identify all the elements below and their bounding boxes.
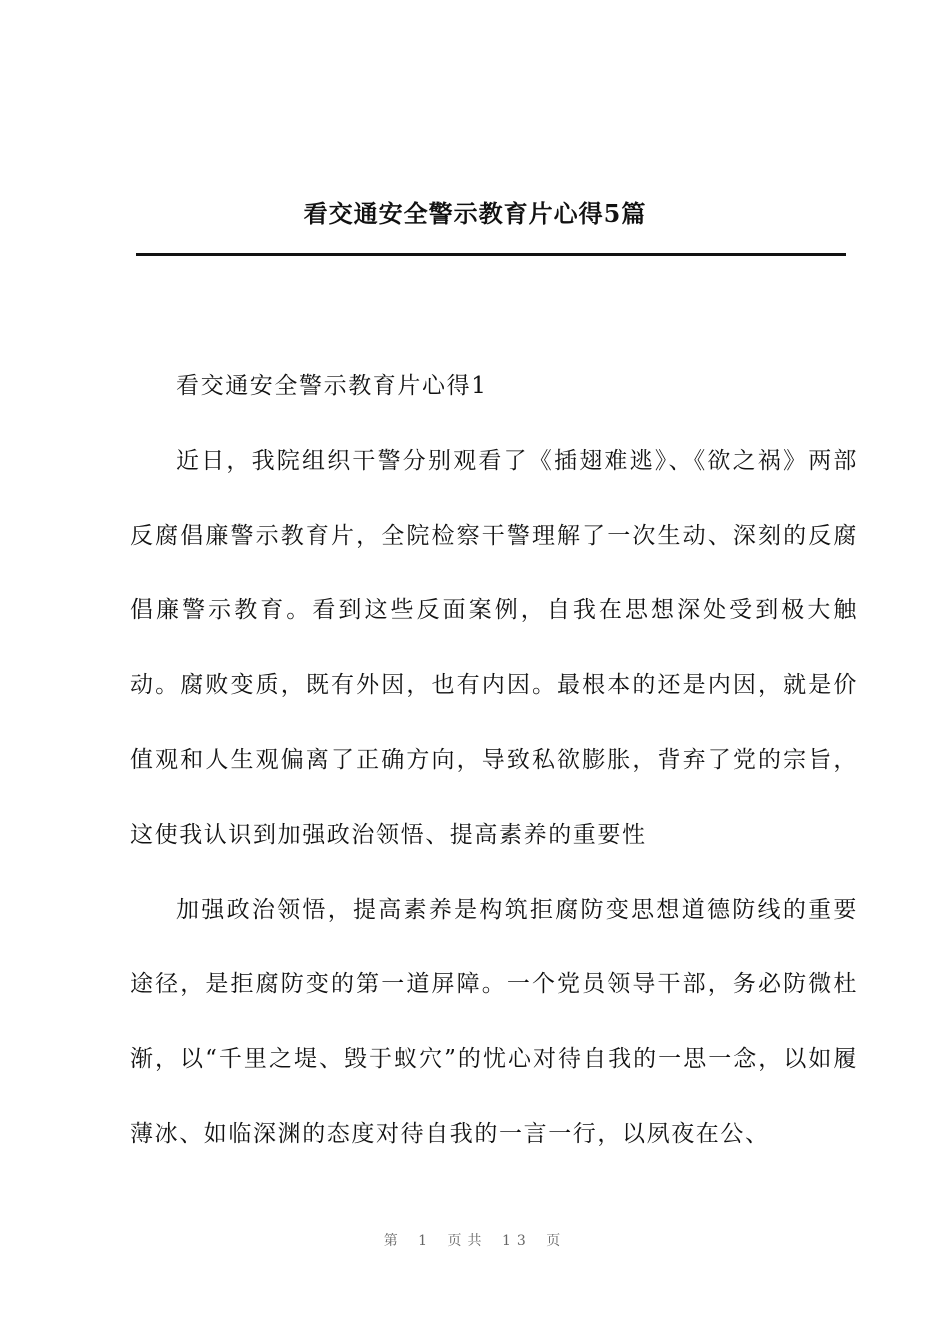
title-divider bbox=[136, 253, 846, 256]
page-number-footer: 第 1 页共 13 页 bbox=[383, 1233, 567, 1249]
section-heading: 看交通安全警示教育片心得1 bbox=[176, 373, 488, 399]
document-body bbox=[130, 349, 858, 1172]
paragraph-2: 加强政治领悟，提高素养是构筑拒腐防变思想道德防线的重要途径，是拒腐防变的第一道屏障。一个党员领导干部，务必防微杜渐，以“千里之堤、毁于蚁穴”的忧心对待自我的一思一念，以如履薄冰、如临深渊的态度对待自我的一言一行，以夙夜在公、 bbox=[130, 896, 858, 1147]
document-title: 看交通安全警示教育片心得5篇 bbox=[303, 199, 647, 228]
paragraph-1: 近日，我院组织干警分别观看了《插翅难逃》、《欲之祸》两部反腐倡廉警示教育片，全院检察干警理解了一次生动、深刻的反腐倡廉警示教育。看到这些反面案例，自我在思想深处受到极大触动。腐败变质，既有外因，也有内因。最根本的还是内因，就是价值观和人生观偏离了正确方向，导致私欲膨胀，背弃了党的宗旨，这使我认识到加强政治领悟、提高素养的重要性 bbox=[130, 447, 858, 848]
